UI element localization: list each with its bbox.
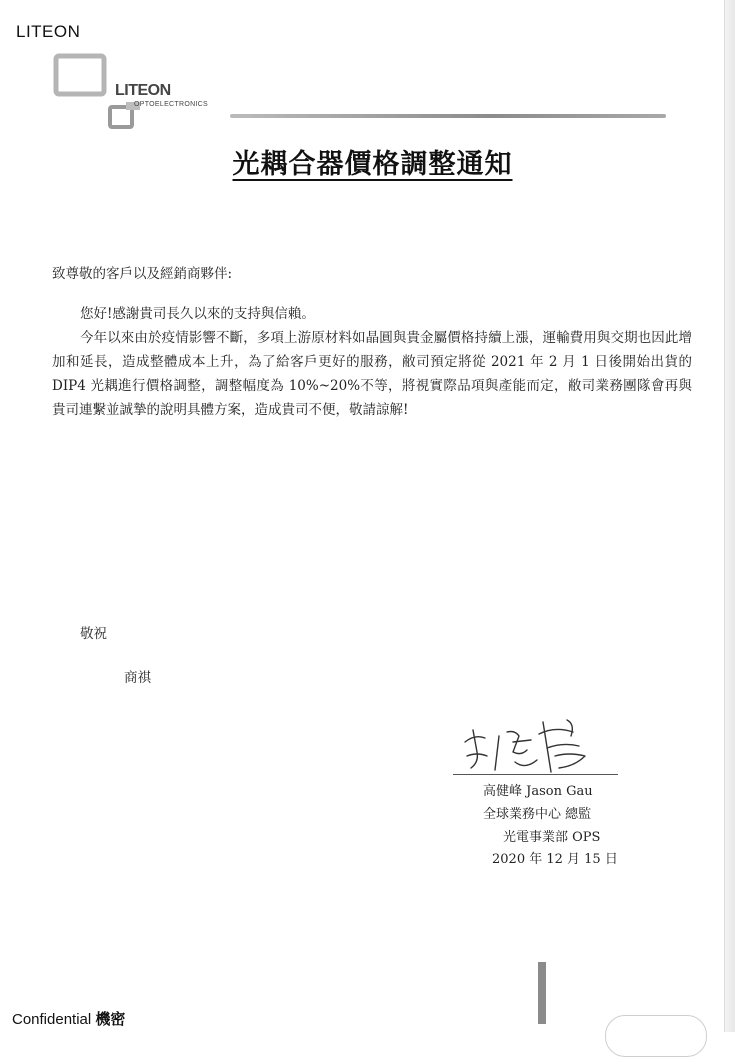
handwritten-signature bbox=[455, 712, 615, 780]
document-title-text: 光耦合器價格調整通知 bbox=[232, 149, 513, 180]
logo-subtitle: OPTOELECTRONICS bbox=[134, 101, 208, 108]
signature-date: 2020 年 12 月 15 日 bbox=[492, 852, 618, 867]
confidential-zh: 機密 bbox=[95, 1010, 126, 1028]
confidential-label bbox=[12, 1008, 125, 1029]
signer-organization: 光電事業部 OPS bbox=[503, 830, 601, 845]
closing-wishes: 商祺 bbox=[124, 670, 151, 686]
scan-artifact bbox=[538, 962, 546, 1024]
confidential-en: Confidential bbox=[12, 1011, 92, 1028]
corner-overlay bbox=[605, 1015, 707, 1057]
closing-regards: 敬祝 bbox=[80, 626, 107, 642]
body-paragraph: 今年以來由於疫情影響不斷，多項上游原材料如晶圓與貴金屬價格持續上漲，運輸費用與交期也因此增加和延長，造成整體成本上升，為了給客戶更好的服務，敝司預定將從 2021 年 2 月 1 日後開始出貨的 DIP4 光耦進行價格調整，調整幅度為 10%~20%不等，將視實際品項與產能而定，敝司業務團隊會再與貴司連繫並誠摯的說明具體方案，造成貴司不便，敬請諒解! bbox=[52, 330, 692, 418]
salutation: 致尊敬的客戶以及經銷商夥伴: bbox=[52, 266, 233, 282]
body-greeting: 您好!感謝貴司長久以來的支持與信賴。 bbox=[80, 306, 315, 322]
logo-wordmark: LITEON bbox=[115, 82, 171, 99]
document-title bbox=[0, 142, 735, 181]
signer-name: 高健峰 Jason Gau bbox=[483, 784, 593, 799]
signer-department: 全球業務中心 總監 bbox=[483, 807, 592, 822]
header-rule bbox=[230, 114, 666, 118]
header-brand: LITEON bbox=[16, 22, 81, 41]
letter-body bbox=[52, 302, 692, 422]
signature-line bbox=[453, 774, 618, 775]
signature-icon bbox=[455, 712, 615, 780]
